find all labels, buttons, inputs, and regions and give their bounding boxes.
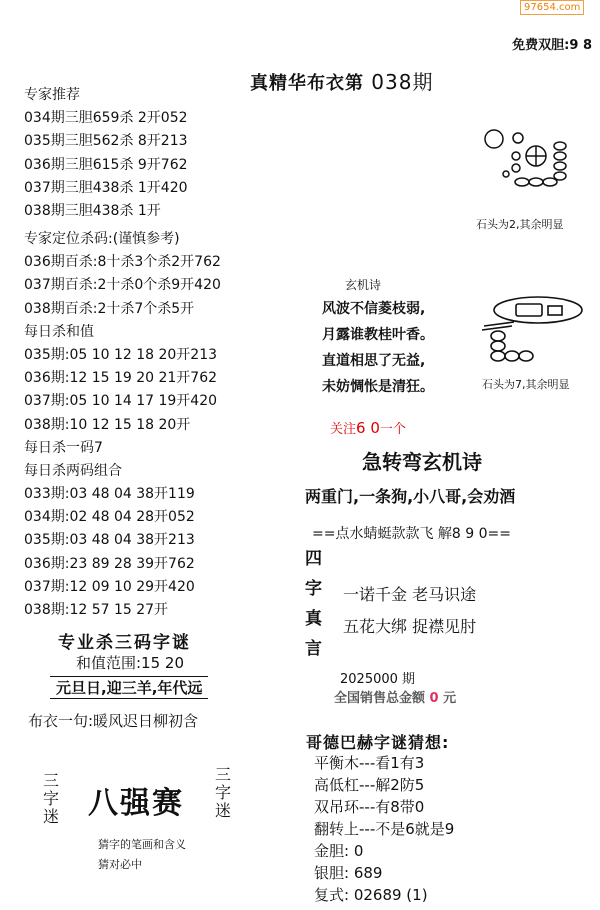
list-item: 035期:03 48 04 38开213	[24, 532, 195, 549]
site-badge[interactable]: 97654.com	[520, 0, 584, 15]
list-item: 033期:03 48 04 38开119	[24, 486, 195, 503]
list-item: 035期三胆562杀 8开213	[24, 133, 188, 150]
daily-two-title: 每日杀两码组合	[24, 462, 122, 479]
stone-caption-2: 石头为7,其余明显	[482, 378, 570, 391]
guess-hint: 猜对必中	[98, 858, 142, 871]
daily-one: 每日杀一码7	[24, 439, 103, 456]
poem-line: 未妨惆怅是清狂。	[322, 379, 434, 395]
list-item: 036期百杀:8十杀3个杀2开762	[24, 254, 221, 271]
position-title: 专家定位杀码:(谨慎参考)	[24, 231, 180, 247]
issue-number: 038期	[371, 70, 434, 94]
list-item: 036期:23 89 28 39开762	[24, 555, 195, 572]
idiom-line: 五花大绑 捉襟见肘	[343, 617, 477, 636]
goethe-title: 哥德巴赫字谜猜想:	[306, 733, 450, 752]
page-title	[250, 66, 433, 95]
list-item: 037期三胆438杀 1开420	[24, 179, 188, 196]
daily-sum-title: 每日杀和值	[24, 323, 94, 340]
follow-number: 6 0	[356, 419, 380, 437]
riddle-dian-line: ==点水蜻蜓款款飞 解8 9 0==	[312, 526, 511, 542]
guess-hint: 猜字的笔画和含义	[98, 838, 186, 851]
list-item: 034期三胆659杀 2开052	[24, 110, 188, 127]
list-item: 高低杠---解2防5	[314, 776, 425, 794]
four-char-label	[305, 544, 325, 664]
idiom-line: 一诺千金 老马识途	[343, 585, 477, 604]
follow-tail: 一个	[379, 422, 406, 437]
three-riddle-left: 三字迷	[42, 771, 59, 826]
sales-unit: 元	[443, 691, 457, 706]
poem-title: 玄机诗	[345, 278, 382, 292]
title-text: 真精华布衣第	[250, 73, 364, 94]
four-char: 字	[305, 579, 322, 599]
four-char: 言	[305, 639, 322, 659]
list-item: 034期:02 48 04 28开052	[24, 509, 195, 526]
expert-section	[24, 84, 188, 223]
list-item: 035期:05 10 12 18 20开213	[24, 346, 218, 363]
list-item: 银胆: 689	[314, 864, 383, 882]
list-item: 038期三胆438杀 1开	[24, 202, 161, 219]
stone-figure-2	[478, 292, 588, 370]
buyi-line: 布衣一句:暖风迟日柳初含	[28, 712, 199, 730]
kill3-heading: 专业杀三码字谜	[58, 633, 191, 653]
expert-title: 专家推荐	[24, 87, 80, 103]
riddle-line: 元旦日,迎三羊,年代远	[50, 676, 208, 699]
sales-zero: 0	[429, 691, 439, 706]
sum-range: 和值范围:15 20	[76, 654, 184, 672]
big-riddle-word: 八强赛	[88, 786, 184, 821]
list-item: 金胆: 0	[314, 842, 364, 860]
riddle-men-line: 两重门,一条狗,小八哥,会劝酒	[305, 487, 516, 506]
turn-poem-title: 急转弯玄机诗	[362, 450, 482, 474]
list-item: 双吊环---有8带0	[314, 798, 425, 816]
position-section	[24, 228, 221, 622]
list-item: 复式: 02689 (1)	[314, 886, 428, 904]
list-item: 平衡木---看1有3	[314, 754, 425, 772]
follow-text: 关注	[330, 422, 357, 437]
list-item: 翻转上---不是6就是9	[314, 820, 455, 838]
period-label: 2025000 期	[340, 672, 416, 687]
list-item: 036期三胆615杀 9开762	[24, 156, 188, 173]
sales-text: 全国销售总金额	[334, 691, 426, 706]
stone-figure-1	[480, 128, 580, 210]
follow-line	[330, 418, 406, 437]
four-char: 真	[305, 609, 322, 629]
four-char: 四	[305, 549, 322, 569]
list-item: 038期:10 12 15 18 20开	[24, 416, 191, 433]
list-item: 038期:12 57 15 27开	[24, 602, 169, 618]
three-riddle-right: 三字迷	[214, 765, 231, 820]
poem-line: 直道相思了无益,	[322, 353, 426, 369]
list-item: 038期百杀:2十杀7个杀5开	[24, 300, 195, 317]
poem-line: 月露谁教桂叶香。	[322, 327, 434, 343]
list-item: 037期:12 09 10 29开420	[24, 578, 195, 595]
stone-caption-1: 石头为2,其余明显	[476, 218, 564, 231]
sales-total	[334, 687, 456, 706]
list-item: 037期:05 10 14 17 19开420	[24, 393, 218, 410]
list-item: 036期:12 15 19 20 21开762	[24, 370, 218, 387]
goethe-list	[314, 752, 454, 906]
poem-block	[322, 296, 434, 400]
poem-line: 风波不信菱枝弱,	[322, 301, 426, 317]
free-double: 免费双胆:9 8	[512, 38, 592, 53]
list-item: 037期百杀:2十杀0个杀9开420	[24, 277, 221, 294]
